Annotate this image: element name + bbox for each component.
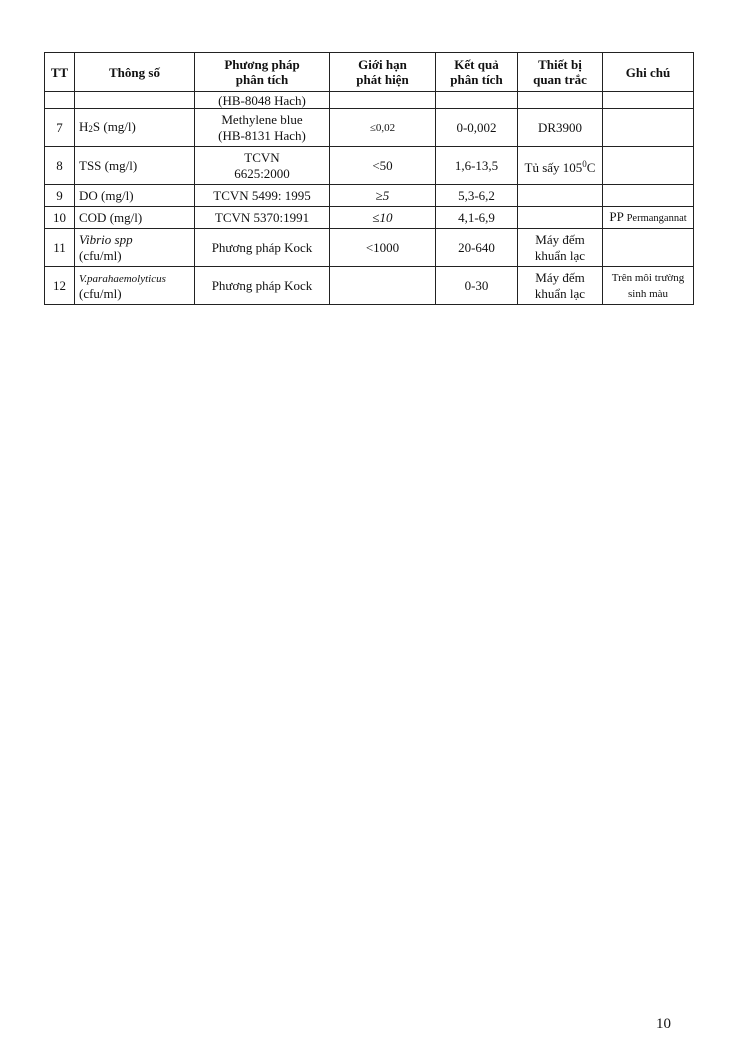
cell-result: 0-30 xyxy=(436,267,518,305)
method-line1: Methylene blue xyxy=(221,111,303,127)
cell-note xyxy=(603,267,694,305)
header-device-line2: quan trắc xyxy=(533,72,587,87)
cell-param xyxy=(75,109,195,147)
header-device xyxy=(518,53,603,92)
param-line1: V.parahaemolyticus xyxy=(79,272,166,285)
cell-note xyxy=(603,207,694,229)
param-text: S (mg/l) xyxy=(92,118,136,134)
device-line1: Máy đếm xyxy=(535,269,585,285)
header-result-line1: Kết quả xyxy=(454,57,499,72)
method-line2: (HB-8131 Hach) xyxy=(218,127,306,143)
table-row-continued xyxy=(45,92,694,109)
cell-param xyxy=(75,267,195,305)
header-note: Ghi chú xyxy=(603,53,694,92)
header-tt: TT xyxy=(45,53,75,92)
cell-tt: 8 xyxy=(45,147,75,185)
param-line2: (cfu/ml) xyxy=(79,285,122,301)
cell-param: DO (mg/l) xyxy=(75,185,195,207)
cell-limit xyxy=(330,267,436,305)
note-small-text: Permangannat xyxy=(626,212,687,224)
cell-tt xyxy=(45,92,75,109)
table-row xyxy=(45,147,694,185)
method-line1: TCVN xyxy=(244,149,280,165)
param-subscript: 2 xyxy=(88,123,93,134)
device-text: Tủ sấy 105 xyxy=(524,159,583,175)
cell-device xyxy=(518,92,603,109)
cell-method: Phương pháp Kock xyxy=(195,229,330,267)
cell-param: TSS (mg/l) xyxy=(75,147,195,185)
cell-result xyxy=(436,92,518,109)
device-superscript: 0 xyxy=(582,158,587,169)
cell-limit xyxy=(330,92,436,109)
table-row xyxy=(45,109,694,147)
device-line1: Máy đếm xyxy=(535,231,585,247)
note-text: PP xyxy=(609,208,627,224)
table-row xyxy=(45,229,694,267)
device-line2: khuẩn lạc xyxy=(534,247,586,263)
cell-method: TCVN 5499: 1995 xyxy=(195,185,330,207)
cell-result: 20-640 xyxy=(436,229,518,267)
cell-note xyxy=(603,92,694,109)
cell-method xyxy=(195,109,330,147)
device-text: C xyxy=(586,159,596,175)
header-limit xyxy=(330,53,436,92)
header-method-line1: Phương pháp xyxy=(224,57,300,72)
cell-result: 1,6-13,5 xyxy=(436,147,518,185)
header-device-line1: Thiết bị xyxy=(538,57,582,72)
header-result xyxy=(436,53,518,92)
cell-limit: <50 xyxy=(330,147,436,185)
cell-tt: 9 xyxy=(45,185,75,207)
param-text: H xyxy=(79,118,89,134)
cell-tt: 11 xyxy=(45,229,75,267)
cell-device xyxy=(518,267,603,305)
method-line2: 6625:2000 xyxy=(234,165,290,181)
cell-note xyxy=(603,185,694,207)
cell-note xyxy=(603,147,694,185)
cell-limit: ≥5 xyxy=(330,185,436,207)
cell-device xyxy=(518,207,603,229)
cell-limit: ≤10 xyxy=(330,207,436,229)
param-line1: Vibrio spp xyxy=(79,231,133,247)
page-number: 10 xyxy=(656,1016,671,1032)
cell-device xyxy=(518,229,603,267)
cell-method: (HB-8048 Hach) xyxy=(195,92,330,109)
cell-limit: <1000 xyxy=(330,229,436,267)
cell-note xyxy=(603,229,694,267)
device-line2: khuẩn lạc xyxy=(534,285,586,301)
header-limit-line1: Giới hạn xyxy=(358,57,407,72)
cell-device: DR3900 xyxy=(518,109,603,147)
cell-method xyxy=(195,147,330,185)
header-method xyxy=(195,53,330,92)
table-row xyxy=(45,207,694,229)
header-param: Thông số xyxy=(75,53,195,92)
cell-tt: 7 xyxy=(45,109,75,147)
cell-param: COD (mg/l) xyxy=(75,207,195,229)
cell-result: 0-0,002 xyxy=(436,109,518,147)
table-row xyxy=(45,267,694,305)
param-line2: (cfu/ml) xyxy=(79,247,122,263)
cell-device xyxy=(518,185,603,207)
cell-limit: ≤0,02 xyxy=(330,109,436,147)
analysis-parameters-table xyxy=(44,52,694,305)
cell-result: 4,1-6,9 xyxy=(436,207,518,229)
cell-method: TCVN 5370:1991 xyxy=(195,207,330,229)
cell-result: 5,3-6,2 xyxy=(436,185,518,207)
note-line1: Trên môi trường xyxy=(611,271,685,284)
header-limit-line2: phát hiện xyxy=(356,72,409,87)
note-line2: sinh màu xyxy=(627,287,669,300)
cell-note xyxy=(603,109,694,147)
cell-param xyxy=(75,229,195,267)
table-row xyxy=(45,185,694,207)
cell-device xyxy=(518,147,603,185)
cell-tt: 10 xyxy=(45,207,75,229)
table-header-row xyxy=(45,53,694,92)
cell-tt: 12 xyxy=(45,267,75,305)
header-method-line2: phân tích xyxy=(235,72,289,87)
header-result-line2: phân tích xyxy=(450,72,503,87)
cell-param xyxy=(75,92,195,109)
cell-method: Phương pháp Kock xyxy=(195,267,330,305)
